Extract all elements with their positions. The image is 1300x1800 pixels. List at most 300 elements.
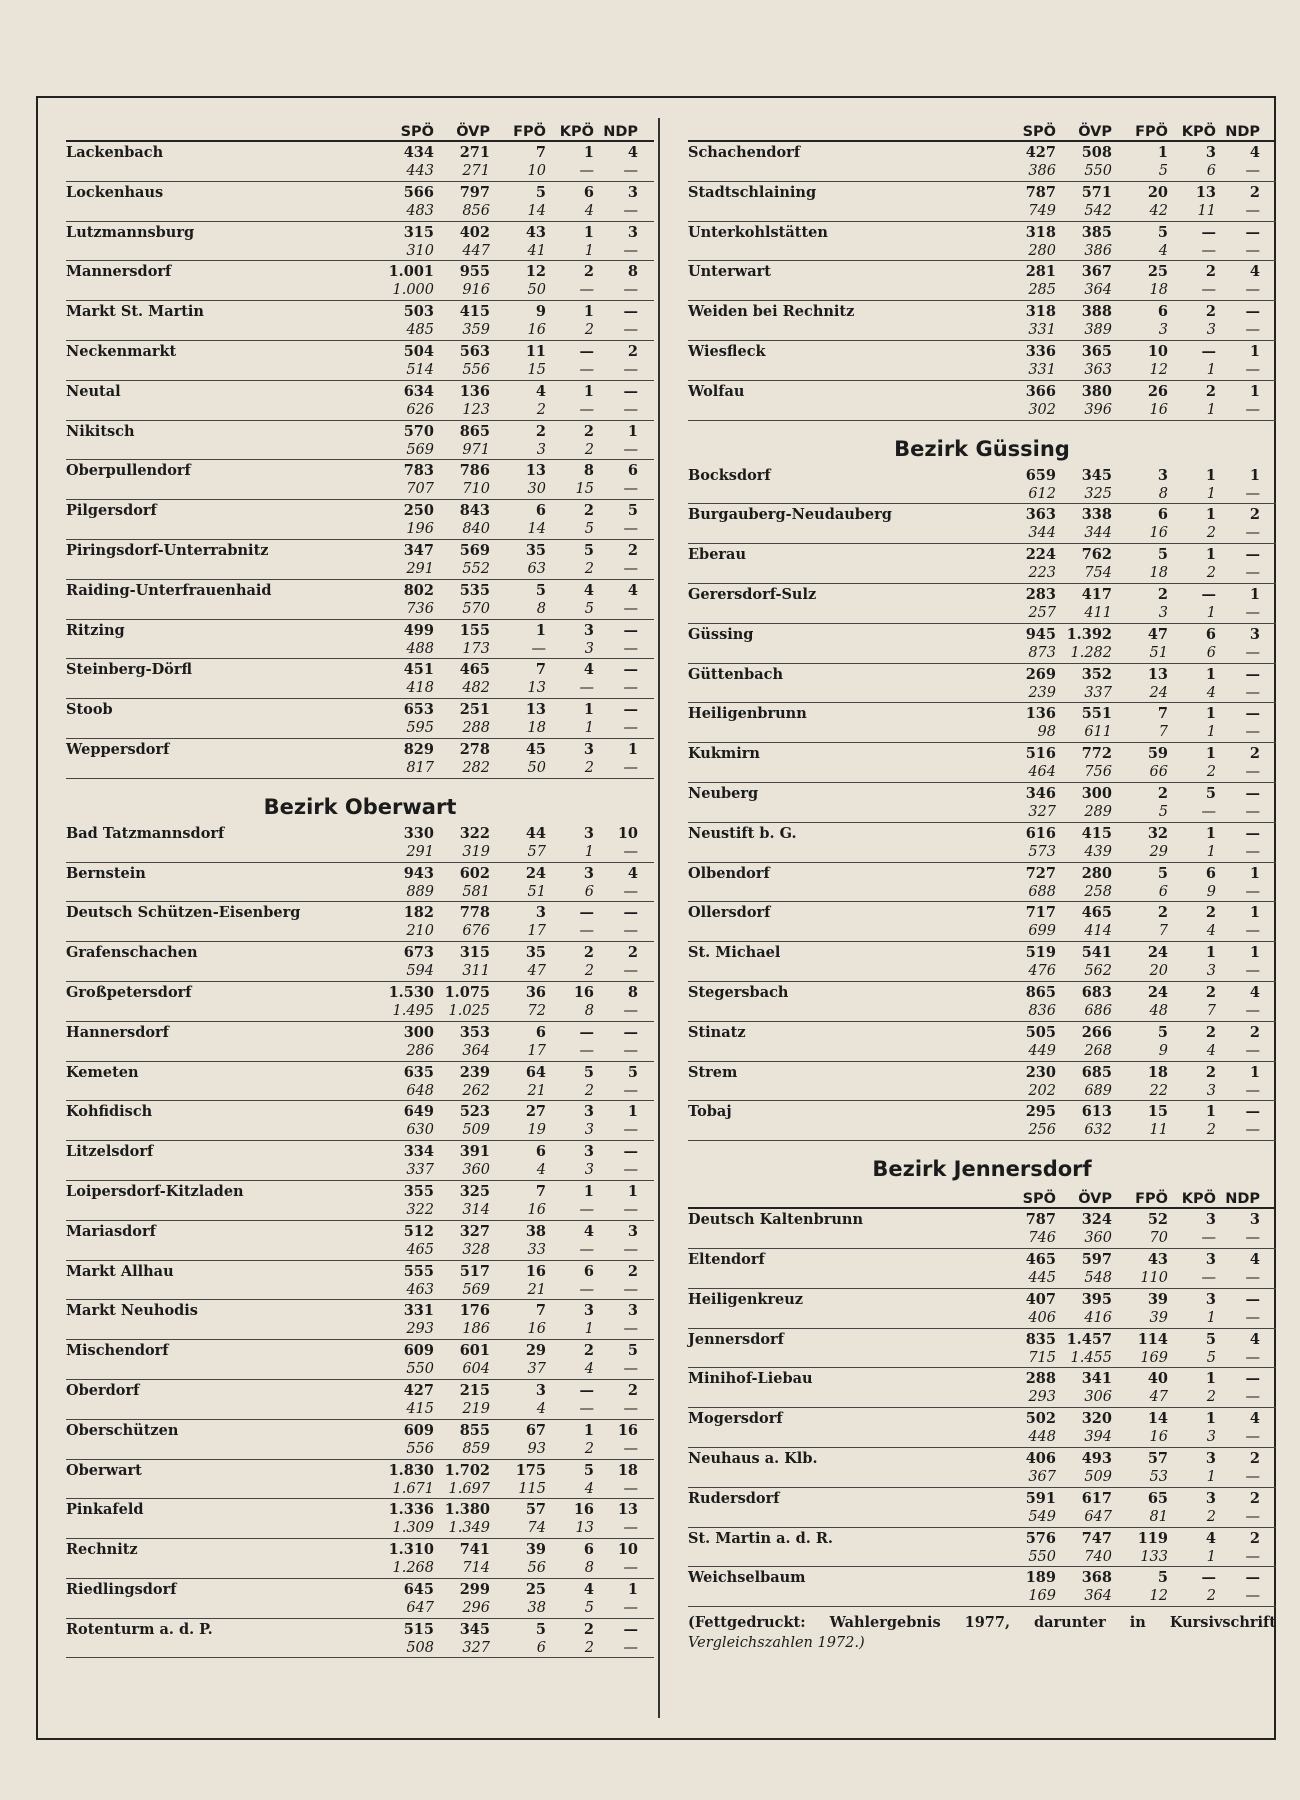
result-1977 xyxy=(372,1380,638,1400)
vote-count: 5 xyxy=(1157,1023,1168,1041)
vote-count: 13 xyxy=(1195,183,1216,201)
vote-count: 353 xyxy=(459,1023,490,1041)
municipality-name: Weiden bei Rechnitz xyxy=(688,303,855,321)
vote-count: 136 xyxy=(459,382,490,400)
table-row xyxy=(688,1289,1276,1329)
vote-count: 659 xyxy=(1025,466,1056,484)
vote-count: — xyxy=(623,1082,638,1099)
vote-count: 18 xyxy=(617,1461,638,1479)
vote-count: 594 xyxy=(406,963,434,980)
vote-count: 230 xyxy=(1025,1063,1056,1081)
vote-count: 2 xyxy=(583,422,594,440)
result-1977 xyxy=(994,341,1260,361)
result-values xyxy=(994,1528,1260,1567)
municipality-name: Mannersdorf xyxy=(66,263,172,281)
vote-count: 1.349 xyxy=(448,1520,490,1537)
vote-count: — xyxy=(1201,803,1216,820)
result-1977 xyxy=(994,1567,1260,1587)
result-values xyxy=(372,381,638,420)
municipality-name: Riedlingsdorf xyxy=(66,1580,177,1598)
vote-count: 64 xyxy=(525,1063,546,1081)
result-values xyxy=(994,1249,1260,1288)
table-row xyxy=(66,460,654,500)
vote-count: — xyxy=(623,1162,638,1179)
vote-count: 741 xyxy=(459,1541,490,1559)
vote-count: 8 xyxy=(583,462,594,480)
table-row xyxy=(66,261,654,301)
vote-count: 1 xyxy=(1205,705,1216,723)
vote-count: 889 xyxy=(406,883,434,900)
vote-count: 81 xyxy=(1149,1508,1168,1525)
vote-count: 155 xyxy=(459,621,490,639)
result-1972 xyxy=(372,1082,638,1100)
vote-count: 3 xyxy=(535,1381,546,1399)
vote-count: 364 xyxy=(1084,1588,1112,1605)
vote-count: 3 xyxy=(583,864,594,882)
left-column xyxy=(66,118,654,1658)
municipality-name: Ollersdorf xyxy=(688,904,771,922)
vote-count: 1.702 xyxy=(444,1461,490,1479)
result-1972 xyxy=(994,1042,1260,1060)
vote-count: 2 xyxy=(583,944,594,962)
table-row xyxy=(688,142,1276,182)
vote-count: — xyxy=(623,1042,638,1059)
vote-count: 689 xyxy=(1084,1082,1112,1099)
vote-count: — xyxy=(623,1440,638,1457)
result-values xyxy=(994,863,1260,902)
vote-count: 783 xyxy=(403,462,434,480)
table-row xyxy=(688,222,1276,262)
result-values xyxy=(372,500,638,539)
vote-count: — xyxy=(623,904,638,922)
vote-count: 5 xyxy=(535,1620,546,1638)
vote-count: 2 xyxy=(627,541,638,559)
vote-count: 2 xyxy=(1205,1023,1216,1041)
table-row xyxy=(688,863,1276,903)
vote-count: — xyxy=(1245,1309,1260,1326)
vote-count: — xyxy=(1245,764,1260,781)
result-values xyxy=(372,341,638,380)
table-row xyxy=(66,1579,654,1619)
vote-count: 673 xyxy=(403,944,434,962)
vote-count: 2 xyxy=(536,401,546,418)
vote-count: 29 xyxy=(525,1342,546,1360)
result-values xyxy=(994,182,1260,221)
vote-count: 4 xyxy=(584,1361,594,1378)
table-row xyxy=(66,942,654,982)
result-1977 xyxy=(372,1539,638,1559)
table-row xyxy=(688,1448,1276,1488)
result-values xyxy=(994,1408,1260,1447)
vote-count: 136 xyxy=(1025,705,1056,723)
vote-count: 98 xyxy=(1037,724,1056,741)
vote-count: — xyxy=(1245,684,1260,701)
vote-count: — xyxy=(623,1023,638,1041)
result-values xyxy=(994,584,1260,623)
vote-count: 20 xyxy=(1149,963,1168,980)
vote-count: 337 xyxy=(1084,684,1112,701)
result-values xyxy=(372,659,638,698)
vote-count: 1.075 xyxy=(444,983,490,1001)
vote-count: 16 xyxy=(527,1201,546,1218)
municipality-name: Markt Neuhodis xyxy=(66,1302,198,1320)
vote-count: 685 xyxy=(1081,1063,1112,1081)
vote-count: 1.671 xyxy=(392,1480,434,1497)
vote-count: 3 xyxy=(1206,1429,1216,1446)
vote-count: 570 xyxy=(403,422,434,440)
result-values xyxy=(372,942,638,981)
municipality-name: Stinatz xyxy=(688,1023,746,1041)
vote-count: 3 xyxy=(1205,1449,1216,1467)
vote-count: 4 xyxy=(583,661,594,679)
vote-count: 210 xyxy=(406,923,434,940)
result-values xyxy=(994,1022,1260,1061)
vote-count: — xyxy=(579,361,594,378)
vote-count: — xyxy=(1245,1230,1260,1247)
vote-count: 3 xyxy=(583,1143,594,1161)
vote-count: — xyxy=(623,963,638,980)
vote-count: 14 xyxy=(527,202,546,219)
vote-count: 550 xyxy=(1028,1548,1056,1565)
municipality-name: Burgauberg-Neudauberg xyxy=(688,506,892,524)
result-values xyxy=(994,1289,1260,1328)
vote-count: 1 xyxy=(1206,361,1216,378)
vote-count: 5 xyxy=(1158,163,1168,179)
result-1977 xyxy=(372,1022,638,1042)
vote-count: 943 xyxy=(403,864,434,882)
vote-count: 581 xyxy=(462,883,490,900)
vote-count: 282 xyxy=(462,759,490,776)
municipality-name: Rechnitz xyxy=(66,1541,138,1559)
vote-count: 250 xyxy=(403,502,434,520)
results-block xyxy=(66,823,654,1659)
vote-count: 7 xyxy=(1206,1002,1216,1019)
result-1972 xyxy=(994,1082,1260,1100)
municipality-name: Lockenhaus xyxy=(66,183,164,201)
vote-count: 855 xyxy=(459,1421,490,1439)
result-1972 xyxy=(372,1559,638,1577)
vote-count: 44 xyxy=(525,824,546,842)
header-oevp: ÖVP xyxy=(456,124,490,140)
vote-count: 352 xyxy=(1081,665,1112,683)
vote-count: 2 xyxy=(1249,183,1260,201)
vote-count: 11 xyxy=(525,342,546,360)
municipality-name: Güssing xyxy=(688,625,754,643)
vote-count: — xyxy=(623,1400,638,1417)
result-1972 xyxy=(994,281,1260,299)
vote-count: 239 xyxy=(459,1063,490,1081)
vote-count: 552 xyxy=(462,560,490,577)
vote-count: 271 xyxy=(459,144,490,161)
district-heading: Bezirk Jennersdorf xyxy=(872,1157,1092,1182)
vote-count: 13 xyxy=(1147,665,1168,683)
vote-count: 762 xyxy=(1081,546,1112,564)
vote-count: 5 xyxy=(627,1342,638,1360)
vote-count: 1 xyxy=(583,1421,594,1439)
vote-count: 6 xyxy=(1158,883,1168,900)
result-1972 xyxy=(372,560,638,578)
result-1977 xyxy=(994,624,1260,644)
result-1972 xyxy=(372,1639,638,1657)
vote-count: — xyxy=(623,661,638,679)
municipality-name: Oberdorf xyxy=(66,1381,140,1399)
vote-count: 19 xyxy=(527,1122,546,1139)
vote-count: 485 xyxy=(406,322,434,339)
vote-count: — xyxy=(579,1241,594,1258)
vote-count: 262 xyxy=(462,1082,490,1099)
vote-count: 5 xyxy=(584,600,594,617)
vote-count: 604 xyxy=(462,1361,490,1378)
vote-count: 541 xyxy=(1081,944,1112,962)
vote-count: 6 xyxy=(1206,163,1216,179)
vote-count: 569 xyxy=(462,1281,490,1298)
vote-count: 5 xyxy=(1157,223,1168,241)
vote-count: 25 xyxy=(1147,263,1168,281)
vote-count: 6 xyxy=(583,1262,594,1280)
vote-count: 12 xyxy=(1149,1588,1168,1605)
result-1977 xyxy=(372,142,638,162)
vote-count: — xyxy=(1245,1548,1260,1565)
table-row xyxy=(66,381,654,421)
table-row xyxy=(688,783,1276,823)
result-1972 xyxy=(372,1201,638,1219)
vote-count: — xyxy=(1245,1349,1260,1366)
vote-count: 3 xyxy=(1206,322,1216,339)
result-1972 xyxy=(994,1548,1260,1566)
vote-count: 2 xyxy=(1206,525,1216,542)
vote-count: 219 xyxy=(462,1400,490,1417)
vote-count: 322 xyxy=(459,824,490,842)
result-1977 xyxy=(372,1499,638,1519)
vote-count: 8 xyxy=(536,600,546,617)
vote-count: — xyxy=(1245,963,1260,980)
vote-count: 509 xyxy=(1084,1468,1112,1485)
result-1977 xyxy=(372,222,638,242)
vote-count: — xyxy=(623,843,638,860)
result-values xyxy=(372,1300,638,1339)
vote-count: 114 xyxy=(1137,1330,1168,1348)
vote-count: 2 xyxy=(1249,1529,1260,1547)
result-values xyxy=(994,381,1260,420)
result-1972 xyxy=(372,401,638,419)
result-1972 xyxy=(372,1042,638,1060)
result-1972 xyxy=(994,1002,1260,1020)
result-1972 xyxy=(372,843,638,861)
vote-count: 295 xyxy=(1025,1103,1056,1121)
vote-count: 16 xyxy=(527,322,546,339)
vote-count: 281 xyxy=(1025,263,1056,281)
vote-count: 318 xyxy=(1025,303,1056,321)
results-block xyxy=(688,142,1276,421)
result-values xyxy=(372,222,638,261)
vote-count: 451 xyxy=(403,661,434,679)
result-1972 xyxy=(372,520,638,538)
vote-count: 843 xyxy=(459,502,490,520)
vote-count: 13 xyxy=(525,701,546,719)
result-1972 xyxy=(994,763,1260,781)
result-1972 xyxy=(372,281,638,299)
result-values xyxy=(994,1329,1260,1368)
table-header xyxy=(688,118,1276,142)
municipality-name: Deutsch Schützen-Eisenberg xyxy=(66,904,301,922)
header-ndp: NDP xyxy=(603,124,638,140)
vote-count: 16 xyxy=(573,1501,594,1519)
result-1977 xyxy=(994,1249,1260,1269)
vote-count: 280 xyxy=(1028,242,1056,259)
vote-count: 4 xyxy=(535,382,546,400)
vote-count: — xyxy=(623,640,638,657)
vote-count: 57 xyxy=(525,1501,546,1519)
vote-count: 18 xyxy=(527,720,546,737)
vote-count: 306 xyxy=(1084,1389,1112,1406)
vote-count: — xyxy=(1245,303,1260,321)
vote-count: 4 xyxy=(1249,983,1260,1001)
municipality-name: Mogersdorf xyxy=(688,1410,783,1428)
result-1977 xyxy=(372,1261,638,1281)
municipality-name: Lackenbach xyxy=(66,144,164,161)
vote-count: 293 xyxy=(1028,1389,1056,1406)
vote-count: 1 xyxy=(583,701,594,719)
header-fpoe: FPÖ xyxy=(1135,1191,1168,1208)
vote-count: 802 xyxy=(403,581,434,599)
vote-count: — xyxy=(623,560,638,577)
municipality-name: Gerersdorf-Sulz xyxy=(688,585,817,603)
vote-count: 1 xyxy=(1205,665,1216,683)
result-1977 xyxy=(994,261,1260,281)
result-1972 xyxy=(994,401,1260,419)
vote-count: 256 xyxy=(1028,1122,1056,1139)
vote-count: 13 xyxy=(575,1520,594,1537)
vote-count: 169 xyxy=(1028,1588,1056,1605)
vote-count: 856 xyxy=(462,202,490,219)
vote-count: — xyxy=(1245,803,1260,820)
result-values xyxy=(994,465,1260,504)
vote-count: 1.380 xyxy=(444,1501,490,1519)
vote-count: 70 xyxy=(1149,1230,1168,1247)
vote-count: 699 xyxy=(1028,923,1056,940)
vote-count: — xyxy=(623,242,638,259)
vote-count: 5 xyxy=(535,581,546,599)
result-1977 xyxy=(994,301,1260,321)
vote-count: 327 xyxy=(462,1639,490,1656)
vote-count: 416 xyxy=(1084,1309,1112,1326)
vote-count: 509 xyxy=(462,1122,490,1139)
result-1977 xyxy=(994,142,1260,162)
result-1972 xyxy=(994,1229,1260,1247)
vote-count: 20 xyxy=(1147,183,1168,201)
vote-count: — xyxy=(1245,1103,1260,1121)
municipality-name: Eltendorf xyxy=(688,1250,765,1268)
vote-count: 12 xyxy=(525,263,546,281)
table-row xyxy=(66,301,654,341)
vote-count: 346 xyxy=(1025,784,1056,802)
vote-count: 24 xyxy=(1149,684,1168,701)
municipality-name: Unterkohlstätten xyxy=(688,223,828,241)
vote-count: — xyxy=(1245,843,1260,860)
vote-count: — xyxy=(623,322,638,339)
vote-count: — xyxy=(623,441,638,458)
vote-count: 2 xyxy=(1205,382,1216,400)
vote-count: 1 xyxy=(1206,1548,1216,1565)
result-1972 xyxy=(372,1002,638,1020)
vote-count: 16 xyxy=(1149,1429,1168,1446)
vote-count: 355 xyxy=(403,1182,434,1200)
result-values xyxy=(372,1221,638,1260)
vote-count: 296 xyxy=(462,1599,490,1616)
vote-count: 4 xyxy=(1249,1330,1260,1348)
vote-count: 289 xyxy=(1084,803,1112,820)
vote-count: 595 xyxy=(406,720,434,737)
municipality-name: Neuberg xyxy=(688,784,759,802)
result-1972 xyxy=(994,1508,1260,1526)
table-row xyxy=(688,301,1276,341)
vote-count: 1 xyxy=(1206,1468,1216,1485)
vote-count: 402 xyxy=(459,223,490,241)
vote-count: 602 xyxy=(459,864,490,882)
vote-count: 617 xyxy=(1081,1489,1112,1507)
municipality-name: Großpetersdorf xyxy=(66,983,192,1001)
vote-count: 1 xyxy=(1205,506,1216,524)
vote-count: 648 xyxy=(406,1082,434,1099)
vote-count: 859 xyxy=(462,1440,490,1457)
vote-count: 39 xyxy=(1147,1290,1168,1308)
vote-count: 21 xyxy=(527,1082,546,1099)
vote-count: 1.268 xyxy=(392,1560,434,1577)
vote-count: — xyxy=(623,701,638,719)
vote-count: 394 xyxy=(1084,1429,1112,1446)
vote-count: 465 xyxy=(459,661,490,679)
vote-count: 5 xyxy=(1158,803,1168,820)
vote-count: 645 xyxy=(403,1580,434,1598)
vote-count: 271 xyxy=(462,163,490,179)
vote-count: 1 xyxy=(584,720,594,737)
vote-count: 283 xyxy=(1025,585,1056,603)
vote-count: 3 xyxy=(1249,1211,1260,1229)
vote-count: — xyxy=(531,640,546,657)
vote-count: 322 xyxy=(406,1201,434,1218)
table-header xyxy=(688,1185,1276,1209)
municipality-name: Weppersdorf xyxy=(66,740,170,758)
vote-count: 59 xyxy=(1147,745,1168,763)
result-1972 xyxy=(994,644,1260,662)
vote-count: 2 xyxy=(1206,764,1216,781)
table-row xyxy=(688,1368,1276,1408)
vote-count: 772 xyxy=(1081,745,1112,763)
vote-count: 4 xyxy=(536,1162,546,1179)
result-values xyxy=(372,1579,638,1618)
vote-count: 569 xyxy=(406,441,434,458)
result-1977 xyxy=(372,460,638,480)
vote-count: — xyxy=(1201,242,1216,259)
vote-count: 571 xyxy=(1081,183,1112,201)
vote-count: 787 xyxy=(1025,1211,1056,1229)
vote-count: 4 xyxy=(1158,242,1168,259)
district-heading: Bezirk Oberwart xyxy=(263,794,457,819)
municipality-name: Mischendorf xyxy=(66,1342,169,1360)
table-row xyxy=(688,261,1276,301)
result-1972 xyxy=(372,719,638,737)
result-values xyxy=(994,1209,1260,1248)
table-row xyxy=(66,1340,654,1380)
municipality-name: St. Martin a. d. R. xyxy=(688,1529,833,1547)
vote-count: 1 xyxy=(1249,342,1260,360)
vote-count: 2 xyxy=(1206,1508,1216,1525)
municipality-name: Grafenschachen xyxy=(66,944,198,962)
vote-count: 9 xyxy=(535,303,546,321)
vote-count: — xyxy=(579,904,594,922)
vote-count: 787 xyxy=(1025,183,1056,201)
table-row xyxy=(66,699,654,739)
